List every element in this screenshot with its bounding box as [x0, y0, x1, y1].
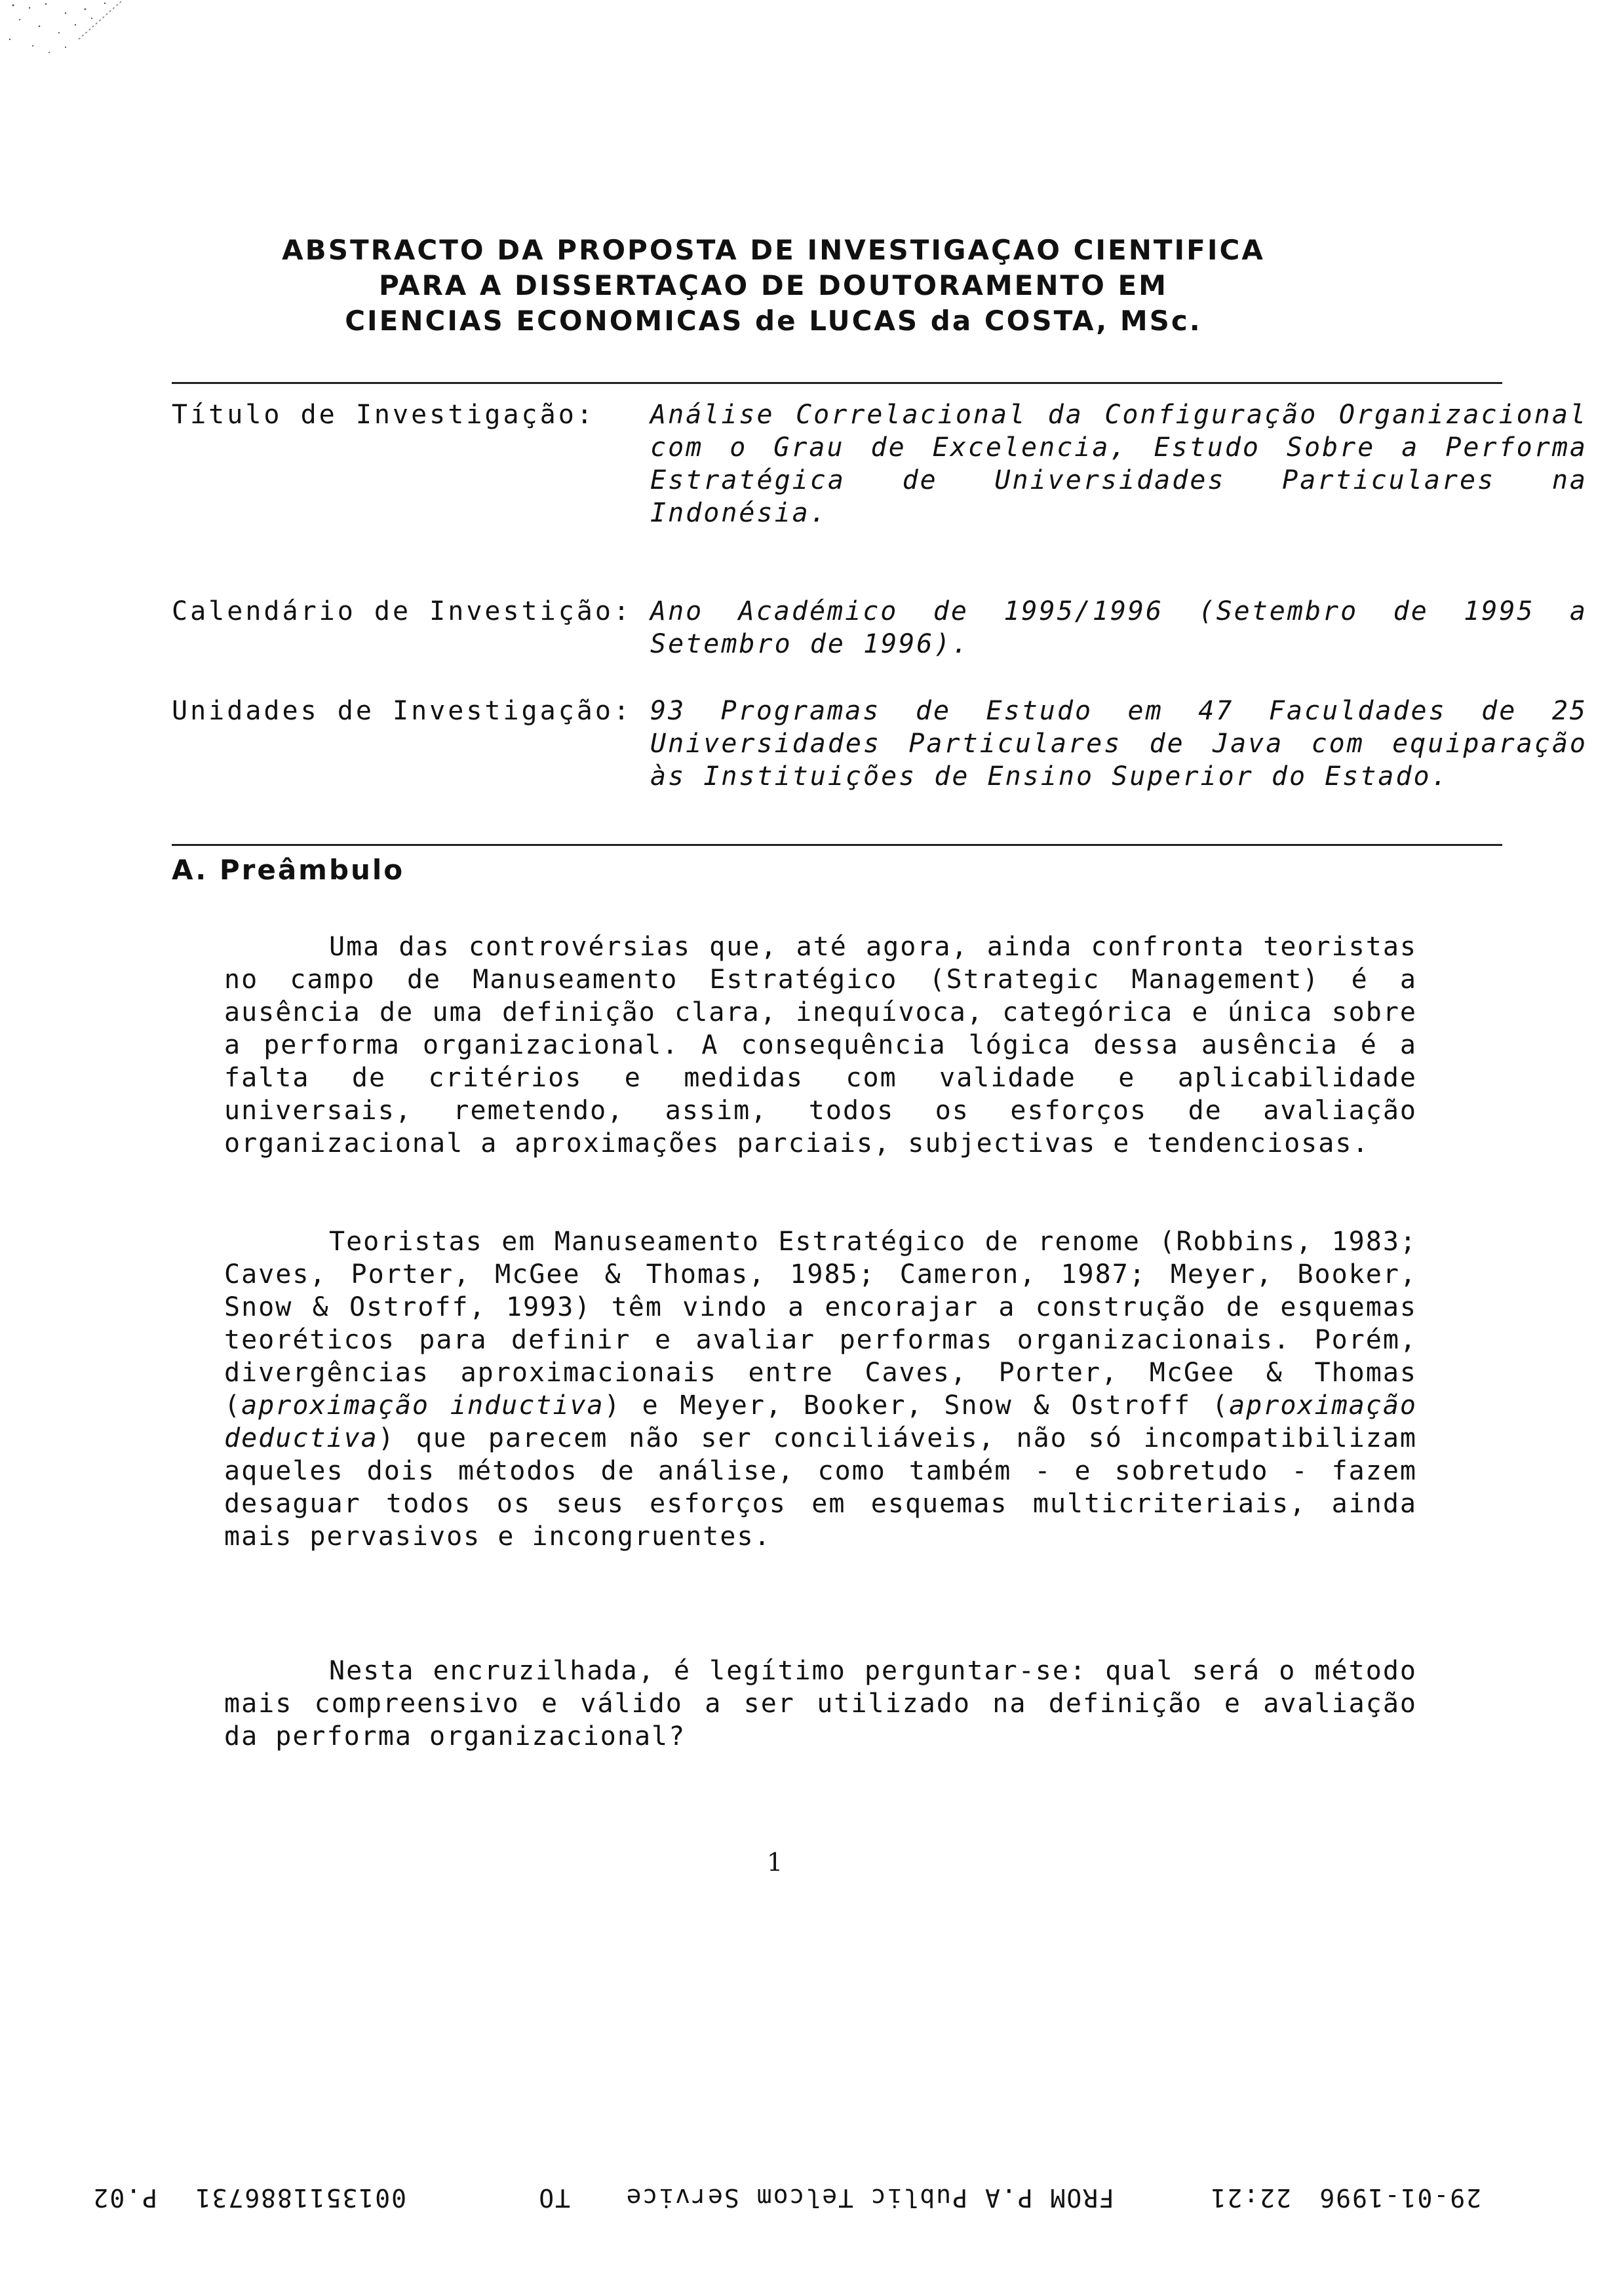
top-divider: [172, 382, 1502, 384]
info-value-title: Análise Correlacional da Configuração Organizacional com o Grau de Excelencia, Estudo Sobre a Performa Estratégica de Universidades Particulares na Indonésia.: [650, 400, 1587, 528]
paragraph-2: [224, 1225, 1417, 1553]
paragraph-2-part-a: Teoristas em Manuseamento Estratégico de renome (Robbins, 1983; Caves, Porter, McGee & Thomas, 1985; Cameron, 1987; Meyer, Booker, Snow & Ostroff, 1993) têm vindo a encorajar a construção de esquemas teoréticos para definir e avaliar performas organizacionais. Porém, divergências aproximacionais entre Caves, Porter, McGee & Thomas (: [224, 1227, 1417, 1421]
info-value-units: 93 Programas de Estudo em 47 Faculdades de 25 Universidades Particulares de Java com equiparação às Instituições de Ensino Superior do Estado.: [650, 696, 1587, 792]
fax-time: 22:21: [1209, 2183, 1291, 2212]
paragraph-2-part-b: ) e Meyer, Booker, Snow & Ostroff (: [604, 1390, 1230, 1421]
title-line-2: PARA A DISSERTAÇAO DE DOUTORAMENTO EM: [379, 269, 1168, 301]
paragraph-2-italic-2: aproximação deductiva: [224, 1390, 1417, 1453]
paragraph-1: Uma das controvérsias que, até agora, ainda confronta teoristas no campo de Manuseamento Estratégico (Strategic Management) é a ausência de uma definição clara, inequívoca, categórica e única sobre a performa organizacional. A consequência lógica dessa ausência é a falta de critérios e medidas com validade e aplicabilidade universais, remetendo, assim, todos os esforços de avaliação organizacional a aproximações parciais, subjectivas e tendenciosas.: [224, 932, 1417, 1158]
section-heading: A. Preâmbulo: [172, 854, 405, 886]
paragraph-2-italic-1: aproximação inductiva: [241, 1390, 604, 1421]
fax-date: 29-01-1996: [1318, 2183, 1481, 2212]
page-number: 1: [767, 1848, 783, 1877]
title-line-3: CIENCIAS ECONOMICAS de LUCAS da COSTA, MSc.: [345, 305, 1202, 337]
info-label-units: Unidades de Investigação:: [172, 696, 632, 726]
title-line-1: ABSTRACTO DA PROPOSTA DE INVESTIGAÇAO CIENTIFICA: [282, 234, 1265, 266]
paragraph-2-part-c: ) que parecem não ser conciliáveis, não só incompatibilizam aqueles dois métodos de análise, como também - e sobretudo - fazem desaguar todos os seus esforços em esquemas multicriteriais, ainda mais pervasivos e incongruentes.: [224, 1423, 1417, 1552]
document-title: [197, 233, 1350, 339]
fax-number: 0013511886731: [194, 2183, 406, 2212]
fax-header-upside-down: [66, 2182, 1481, 2212]
bottom-divider: [172, 844, 1502, 846]
paragraph-3: Nesta encruzilhada, é legítimo perguntar-se: qual será o método mais compreensivo e válido a ser utilizado na definição e avaliação da performa organizacional?: [224, 1656, 1417, 1751]
fax-to: TO: [537, 2183, 570, 2212]
scan-speckle-mark: [0, 0, 125, 59]
info-label-title: Título de Investigação:: [172, 400, 595, 430]
info-label-calendar: Calendário de Investição:: [172, 596, 632, 626]
fax-page: P.02: [92, 2183, 157, 2212]
info-value-calendar: Ano Académico de 1995/1996 (Setembro de 1995 a Setembro de 1996).: [650, 596, 1587, 659]
fax-from: FROM P.A Public Telcom Service: [625, 2183, 1114, 2212]
